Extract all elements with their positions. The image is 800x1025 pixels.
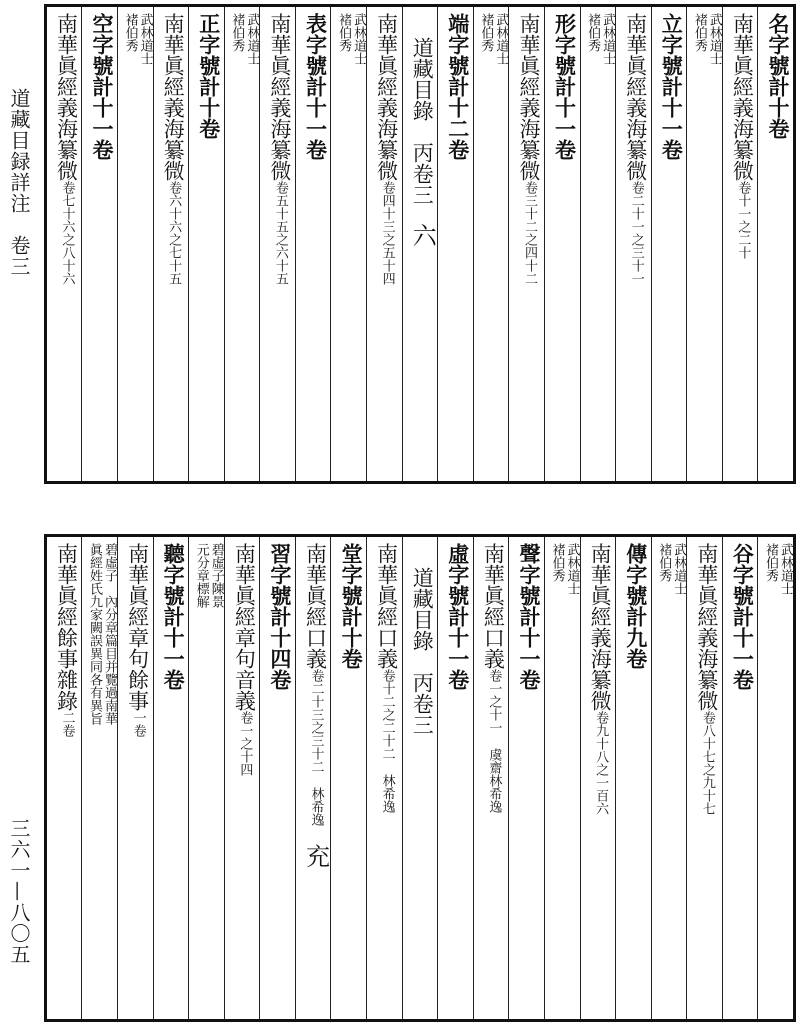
top-column-title xyxy=(757,7,793,481)
bottom-title-text: 谷字號計十一卷 xyxy=(730,543,756,690)
top-column-title xyxy=(544,7,580,481)
top-column-entry xyxy=(153,7,189,481)
running-head: 道藏目録詳注 卷三 xyxy=(7,88,31,277)
top-column-entry xyxy=(615,7,651,481)
top-column-entry xyxy=(508,7,544,481)
top-author-text: 武林道士 xyxy=(600,13,616,65)
bottom-column-title xyxy=(722,537,758,1019)
bottom-column-entry xyxy=(580,537,616,1019)
bottom-author-note: 林希逸 xyxy=(379,774,395,813)
top-column-entry xyxy=(259,7,295,481)
top-column-title xyxy=(295,7,331,481)
top-title-text: 空字號計十一卷 xyxy=(90,13,116,160)
bottom-title-text: 傳字號計九卷 xyxy=(623,543,649,669)
bottom-juan-range: 卷九十八之一百六 xyxy=(593,711,609,815)
top-column-title xyxy=(651,7,687,481)
top-juan-range: 卷三十二之四十二 xyxy=(521,181,537,285)
lower-page-panel xyxy=(44,534,796,1022)
bottom-author-text: 褚伯秀 xyxy=(549,543,565,582)
bottom-column-entry xyxy=(686,537,722,1019)
bottom-column-entry xyxy=(224,537,260,1019)
upper-page-panel xyxy=(44,4,796,484)
bottom-juan-range: 卷十二之二十二 xyxy=(379,669,395,760)
bottom-entry-text: 南華眞經餘事雜錄 xyxy=(54,543,79,711)
bottom-author-text: 褚伯秀 xyxy=(763,543,778,582)
bottom-juan-range: 卷八十七之九十七 xyxy=(699,711,715,815)
top-column-author xyxy=(686,7,722,481)
top-column-author xyxy=(117,7,153,481)
bottom-column-entry xyxy=(366,537,402,1019)
top-juan-range: 卷十一之二十 xyxy=(735,181,751,259)
top-author-text: 武林道士 xyxy=(706,13,722,65)
top-title-text: 表字號計十一卷 xyxy=(303,13,329,160)
bottom-entry-text: 南華眞經義海纂微 xyxy=(588,543,613,711)
bottom-juan-range: 二卷 xyxy=(59,711,75,737)
top-author-text: 武林道士 xyxy=(351,13,367,65)
bottom-juan-range: 卷二十三之三十二 xyxy=(308,669,324,773)
bottom-column-entry xyxy=(295,537,331,1019)
bottom-entry-text: 南華眞經口義 xyxy=(374,543,399,669)
top-author-text: 武林道士 xyxy=(137,13,153,65)
bottom-column-gloss xyxy=(81,537,117,1019)
top-author-text: 褚伯秀 xyxy=(585,13,601,52)
bottom-column-title xyxy=(437,537,473,1019)
bottom-entry-text: 南華眞經口義 xyxy=(481,543,506,669)
bottom-column-title xyxy=(259,537,295,1019)
bottom-title-text: 聲字號計十一卷 xyxy=(516,543,542,690)
top-juan-range: 卷七十六之八十六 xyxy=(59,181,75,285)
top-author-text: 褚伯秀 xyxy=(478,13,494,52)
top-title-text: 立字號計十一卷 xyxy=(659,13,685,160)
bottom-author-text: 武林道士 xyxy=(778,543,793,595)
bottom-column-entry xyxy=(117,537,153,1019)
top-juan-range: 卷六十六之七十五 xyxy=(166,181,182,285)
bottom-column-gloss xyxy=(188,537,224,1019)
top-entry-text: 南華眞經義海纂微 xyxy=(374,13,399,181)
top-leaf-mark: 六 xyxy=(408,223,437,247)
top-entry-text: 南華眞經義海纂微 xyxy=(54,13,79,181)
bottom-column-author xyxy=(757,537,793,1019)
bottom-juan-range: 卷一之十四 xyxy=(237,711,253,776)
top-column-index xyxy=(402,7,438,481)
top-author-text: 褚伯秀 xyxy=(229,13,245,52)
top-entry-text: 南華眞經義海纂微 xyxy=(516,13,541,181)
top-column-author xyxy=(224,7,260,481)
bottom-entry-text: 南華眞經義海纂微 xyxy=(694,543,719,711)
bottom-author-text: 武林道士 xyxy=(564,543,580,595)
bottom-column-index xyxy=(402,537,438,1019)
top-column-entry xyxy=(47,7,82,481)
top-column-author xyxy=(330,7,366,481)
bottom-entry-text: 南華眞經口義 xyxy=(303,543,328,669)
top-author-text: 褚伯秀 xyxy=(336,13,352,52)
top-juan-label: 丙卷三 xyxy=(410,121,435,205)
bottom-title-text: 習字號計十四卷 xyxy=(267,543,293,690)
bottom-juan-label: 丙卷三 xyxy=(410,651,435,735)
bottom-column-title xyxy=(153,537,189,1019)
bottom-column-title xyxy=(615,537,651,1019)
top-juan-range: 卷五十五之六十五 xyxy=(272,181,288,285)
top-juan-range: 卷四十三之五十四 xyxy=(379,181,395,285)
top-column-title xyxy=(81,7,117,481)
bottom-gloss-text: 元分章標解 xyxy=(193,543,209,608)
bottom-column-author xyxy=(544,537,580,1019)
bottom-title-text: 聽字號計十一卷 xyxy=(161,543,187,690)
top-author-text: 褚伯秀 xyxy=(691,13,707,52)
bottom-author-note: 林希逸 xyxy=(308,787,324,826)
top-column-title xyxy=(437,7,473,481)
bottom-index-text: 道藏目錄 xyxy=(410,567,435,651)
bottom-entry-text: 南華眞經章句餘事 xyxy=(125,543,150,711)
bottom-title-text: 虛字號計十一卷 xyxy=(445,543,471,690)
bottom-author-text: 褚伯秀 xyxy=(656,543,672,582)
top-title-text: 形字號計十一卷 xyxy=(552,13,578,160)
bottom-title-text: 堂字號計十卷 xyxy=(339,543,365,669)
bottom-gloss-text: 碧虛子陳景 xyxy=(208,543,224,608)
top-entry-text: 南華眞經義海纂微 xyxy=(161,13,186,181)
top-column-entry xyxy=(722,7,758,481)
bottom-column-title xyxy=(330,537,366,1019)
bottom-juan-range: 卷一之十一 xyxy=(486,669,502,734)
top-entry-text: 南華眞經義海纂微 xyxy=(730,13,755,181)
bottom-juan-range: 一卷 xyxy=(130,711,146,737)
page-number: 三六一—八〇五 xyxy=(7,818,31,965)
top-column-author xyxy=(473,7,509,481)
top-entry-text: 南華眞經義海纂微 xyxy=(623,13,648,181)
top-column-author xyxy=(580,7,616,481)
bottom-leaf-mark: 充 xyxy=(301,844,330,868)
top-entry-text: 南華眞經義海纂微 xyxy=(267,13,292,181)
bottom-entry-text: 南華眞經章句音義 xyxy=(232,543,257,711)
top-column-entry xyxy=(366,7,402,481)
bottom-column-entry xyxy=(47,537,82,1019)
top-author-text: 武林道士 xyxy=(493,13,509,65)
bottom-gloss-text: 眞經姓氏九家闕誤異同各有異旨 xyxy=(87,543,103,725)
bottom-column-author xyxy=(651,537,687,1019)
bottom-author-note: 虞齋林希逸 xyxy=(486,748,502,813)
bottom-gloss-text: 碧虛子 內分章篇目并覽過南華 xyxy=(102,543,118,725)
top-index-text: 道藏目錄 xyxy=(410,37,435,121)
top-title-text: 正字號計十卷 xyxy=(196,13,222,139)
bottom-author-text: 武林道士 xyxy=(671,543,687,595)
top-author-text: 褚伯秀 xyxy=(122,13,138,52)
top-author-text: 武林道士 xyxy=(244,13,260,65)
bottom-column-entry xyxy=(473,537,509,1019)
top-title-text: 名字號計十卷 xyxy=(766,13,791,139)
top-title-text: 端字號計十二卷 xyxy=(445,13,471,160)
top-column-title xyxy=(188,7,224,481)
bottom-column-title xyxy=(508,537,544,1019)
top-juan-range: 卷二十一之三十一 xyxy=(628,181,644,285)
